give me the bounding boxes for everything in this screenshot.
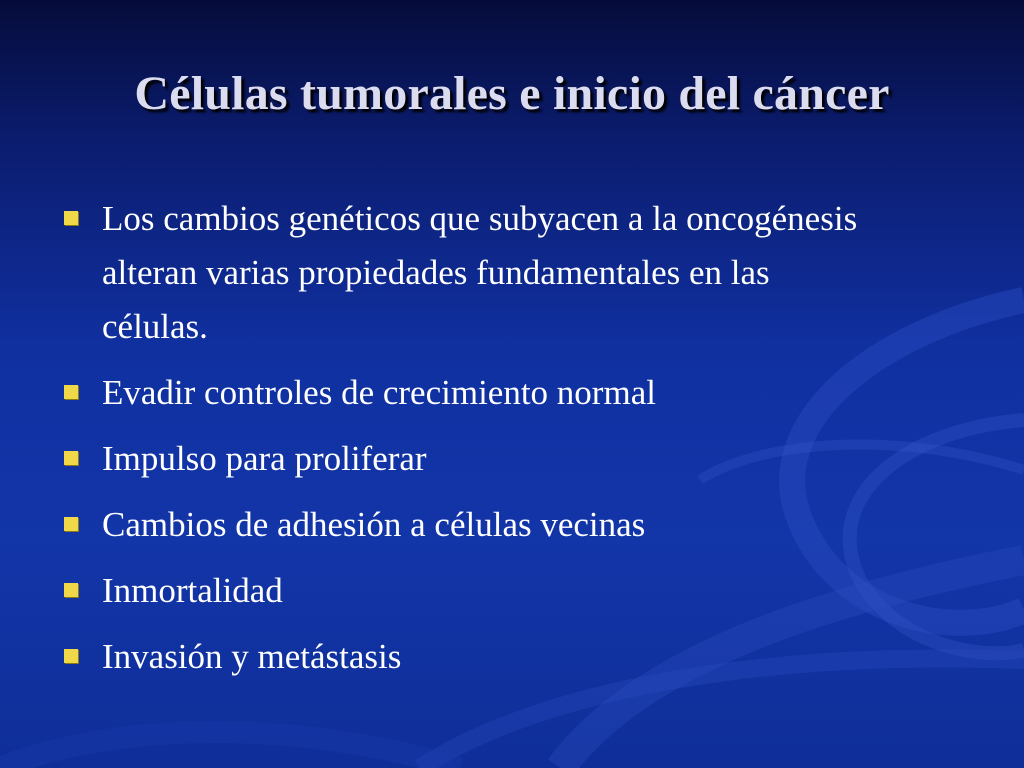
- bullet-square-icon: [64, 517, 78, 531]
- bullet-square-icon: [64, 385, 78, 399]
- bullet-text: Evadir controles de crecimiento normal: [102, 373, 656, 412]
- bullet-item-invasion-metastasis: [62, 630, 962, 684]
- bullet-item-proliferation: [62, 432, 962, 486]
- bullet-square-icon: [64, 451, 78, 465]
- slide-title: Células tumorales e inicio del cáncer: [134, 67, 890, 120]
- bullet-item-immortality: [62, 564, 962, 618]
- bullet-square-icon: [64, 211, 78, 225]
- bullet-item-evade-growth-controls: [62, 366, 962, 420]
- bullet-square-icon: [64, 583, 78, 597]
- bullet-text: Cambios de adhesión a células vecinas: [102, 505, 646, 544]
- bullet-text: Inmortalidad: [102, 571, 283, 610]
- bullet-item-genetic-changes: [62, 192, 862, 354]
- bullet-text: Impulso para proliferar: [102, 439, 427, 478]
- bullet-text: Los cambios genéticos que subyacen a la oncogénesis alteran varias propiedades fundamentales en las células.: [102, 199, 858, 346]
- bullet-square-icon: [64, 649, 78, 663]
- bullet-text: Invasión y metástasis: [102, 637, 402, 676]
- bullet-list: [62, 192, 962, 696]
- bullet-item-adhesion-changes: [62, 498, 962, 552]
